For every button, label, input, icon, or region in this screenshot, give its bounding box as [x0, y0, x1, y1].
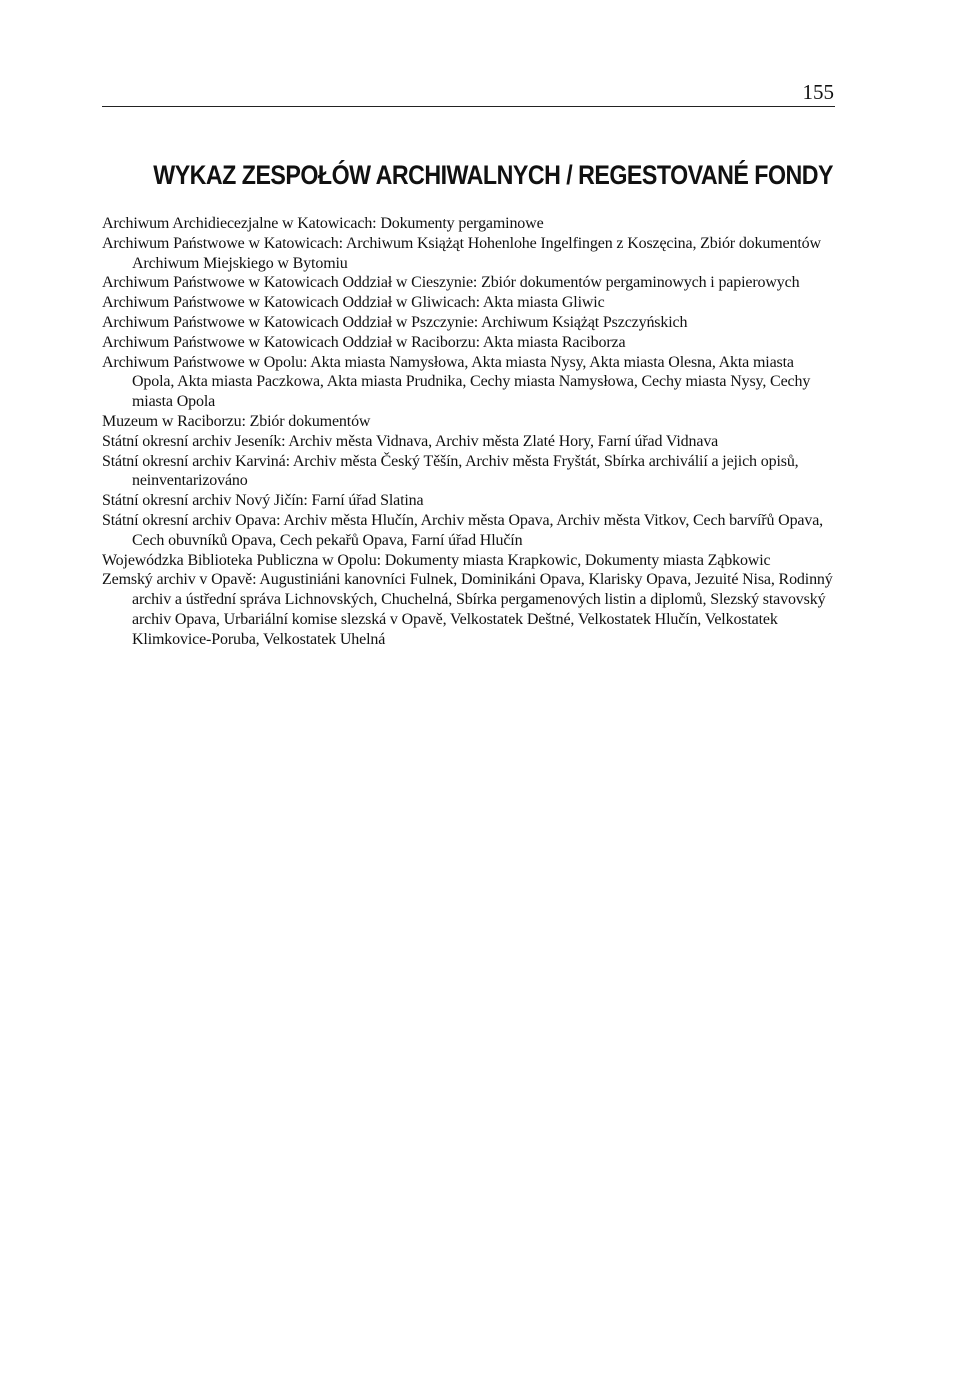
list-item: Archiwum Państwowe w Katowicach Oddział w Cieszynie: Zbiór dokumentów pergaminowych i papierowych	[102, 274, 800, 292]
list-item: Státní okresní archiv Jeseník: Archiv města Vidnava, Archiv města Zlaté Hory, Farní úřad Vidnava	[102, 432, 719, 450]
list-item: Archiwum Państwowe w Opolu: Akta miasta Namysłowa, Akta miasta Nysy, Akta miasta Olesna, Akta miasta Opola, Akta miasta Paczkowa, Akta miasta Prudnika, Cechy miasta Namysłowa, Cechy miasta Nysy, Cechy miasta Opola	[102, 353, 811, 411]
list-item: Archiwum Państwowe w Katowicach Oddział w Pszczynie: Archiwum Książąt Pszczyńskich	[102, 313, 688, 331]
list-item: Archiwum Państwowe w Katowicach: Archiwum Książąt Hohenlohe Ingelfingen z Koszęcina, Zbiór dokumentów Archiwum Miejskiego w Bytomiu	[102, 234, 821, 272]
list-item: Muzeum w Raciborzu: Zbiór dokumentów	[102, 412, 371, 430]
archive-fonds-list	[102, 214, 835, 650]
list-item: Archiwum Państwowe w Katowicach Oddział w Raciborzu: Akta miasta Raciborza	[102, 333, 626, 351]
list-item: Státní okresní archiv Karviná: Archiv města Český Těšín, Archiv města Fryštát, Sbírka archiválií a jejich opisů, neinventarizováno	[102, 452, 799, 490]
list-item: Wojewódzka Biblioteka Publiczna w Opolu: Dokumenty miasta Krapkowic, Dokumenty miasta Ząbkowic	[102, 551, 771, 569]
list-item: Státní okresní archiv Nový Jičín: Farní úřad Slatina	[102, 492, 424, 510]
page-title: WYKAZ ZESPOŁÓW ARCHIWALNYCH / REGESTOVANÉ FONDY	[153, 160, 833, 191]
page-number: 155	[802, 80, 834, 104]
list-item: Archiwum Państwowe w Katowicach Oddział w Gliwicach: Akta miasta Gliwic	[102, 294, 605, 312]
list-item: Státní okresní archiv Opava: Archiv města Hlučín, Archiv města Opava, Archiv města Vitkov, Cech barvířů Opava, Cech obuvníků Opava, Cech pekařů Opava, Farní úřad Hlučín	[102, 511, 824, 549]
header-rule	[102, 106, 835, 107]
list-item: Archiwum Archidiecezjalne w Katowicach: Dokumenty pergaminowe	[102, 215, 544, 232]
list-item: Zemský archiv v Opavě: Augustiniáni kanovníci Fulnek, Dominikáni Opava, Klarisky Opava, Jezuité Nisa, Rodinný archiv a ústřední správa Lichnovských, Chuchelná, Sbírka pergamenových listin a diplomů, Slezský stavovský archiv Opava, Urbariální komise slezská v Opavě, Velkostatek Deštné, Velkostatek Hlučín, Velkostatek Klimkovice-Poruba, Velkostatek Uhelná	[102, 571, 833, 648]
